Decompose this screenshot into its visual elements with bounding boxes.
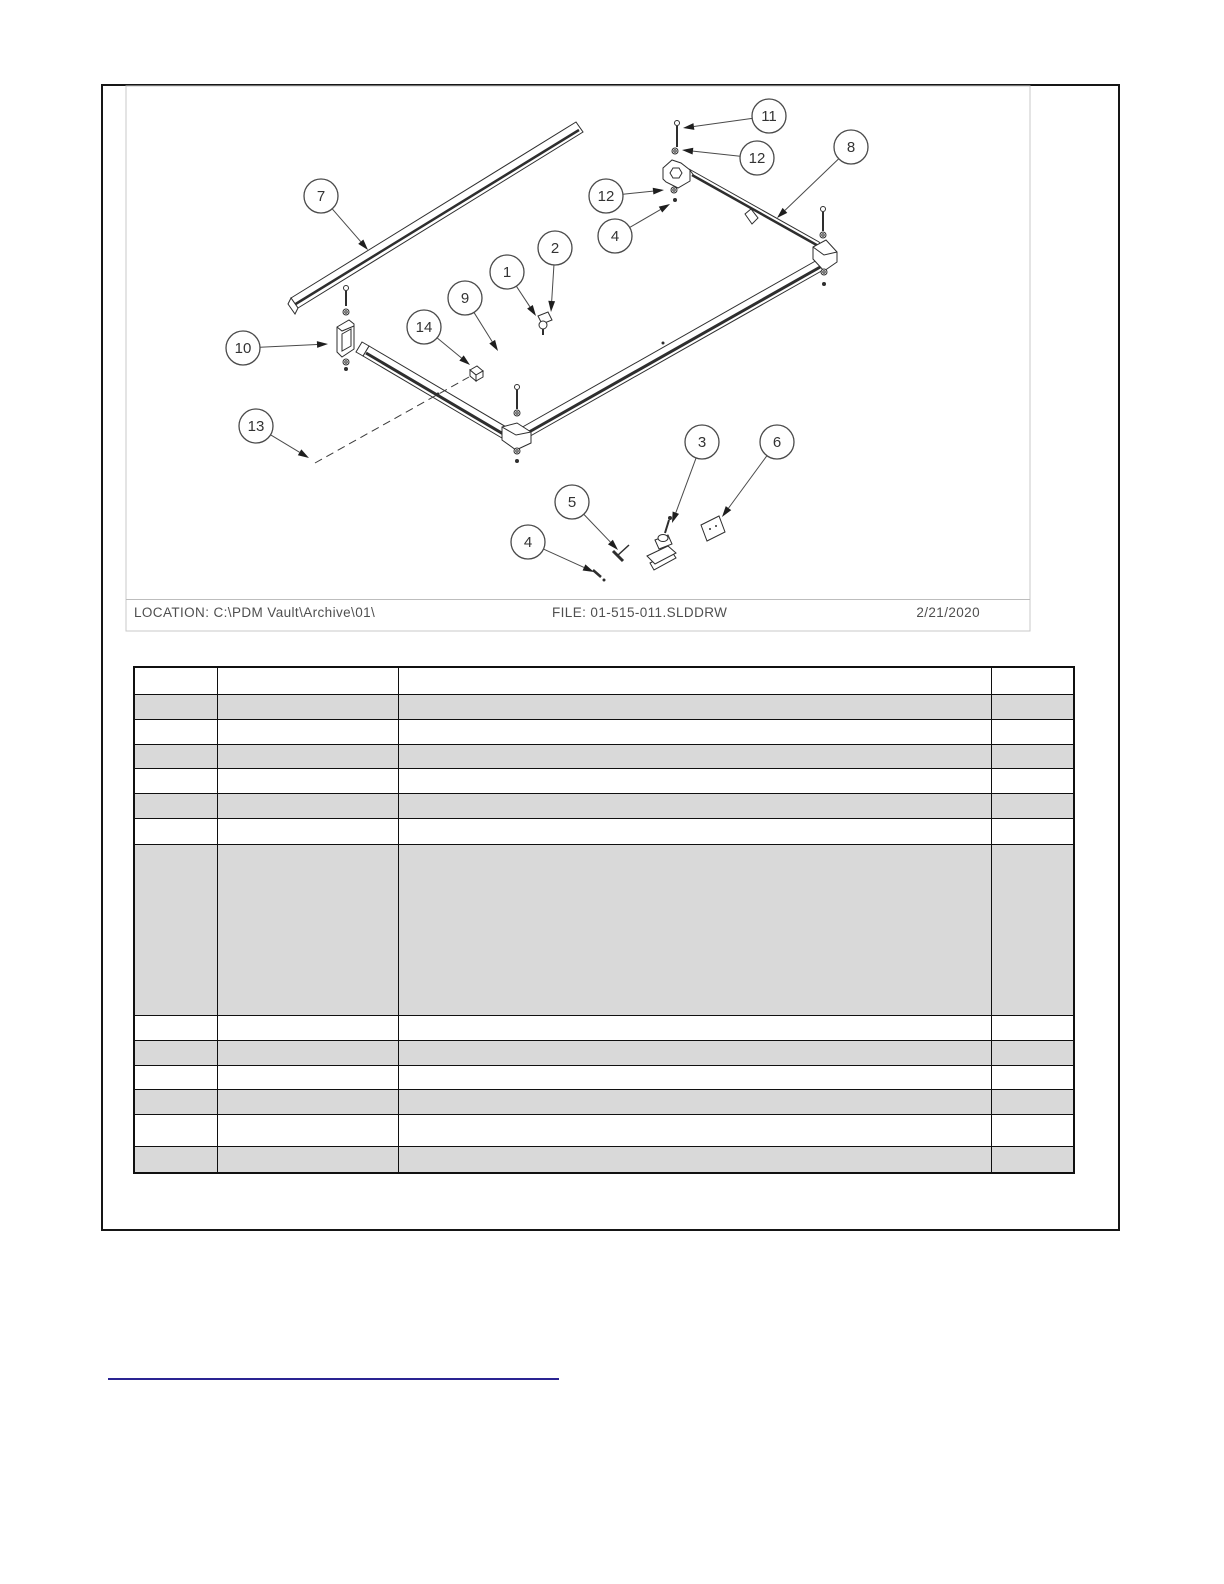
table-row: [134, 719, 1074, 744]
table-cell: [398, 1114, 991, 1146]
balloon-number: 10: [234, 340, 252, 357]
table-cell: [991, 744, 1074, 768]
table-cell: [217, 844, 398, 1015]
footnote-rule: [108, 1378, 559, 1380]
table-cell: [398, 818, 991, 844]
table-cell: [134, 694, 217, 719]
table-cell: [991, 1089, 1074, 1114]
table-row: [134, 844, 1074, 1015]
balloon-number: 12: [597, 188, 615, 205]
balloon-number: 5: [567, 494, 577, 511]
table-row: [134, 744, 1074, 768]
balloon-number: 12: [748, 150, 766, 167]
location-path-label: LOCATION: C:\PDM Vault\Archive\01\: [134, 605, 376, 620]
table-cell: [991, 694, 1074, 719]
balloon-number: 3: [697, 434, 707, 451]
table-row: [134, 818, 1074, 844]
table-cell: [991, 1065, 1074, 1089]
table-row: [134, 1089, 1074, 1114]
table-cell: [217, 1114, 398, 1146]
table-row: [134, 1040, 1074, 1065]
table-row: [134, 1015, 1074, 1040]
table-cell: [398, 1015, 991, 1040]
table-cell: [398, 793, 991, 818]
table-cell: [134, 1089, 217, 1114]
table-cell: [134, 1015, 217, 1040]
balloon-number: 4: [610, 228, 620, 245]
table-cell: [398, 1040, 991, 1065]
washer-12-top: [672, 148, 678, 154]
table-cell: [134, 818, 217, 844]
table-row: [134, 1065, 1074, 1089]
table-cell: [217, 768, 398, 793]
table-cell: [217, 793, 398, 818]
table-cell: [398, 667, 991, 694]
table-cell: [134, 793, 217, 818]
table-cell: [134, 768, 217, 793]
table-cell: [398, 1065, 991, 1089]
table-cell: [134, 719, 217, 744]
date-label: 2/21/2020: [916, 605, 980, 620]
table-cell: [991, 1146, 1074, 1173]
table-cell: [991, 1040, 1074, 1065]
balloon-number: 9: [460, 290, 470, 307]
file-name-label: FILE: 01-515-011.SLDDRW: [552, 605, 728, 620]
table-cell: [217, 744, 398, 768]
table-cell: [991, 1015, 1074, 1040]
table-cell: [217, 818, 398, 844]
table-cell: [398, 844, 991, 1015]
table-cell: [217, 719, 398, 744]
table-cell: [217, 667, 398, 694]
table-cell: [134, 1065, 217, 1089]
table-row: [134, 1146, 1074, 1173]
balloon-number: 14: [415, 319, 433, 336]
balloon-number: 7: [316, 188, 326, 205]
table-row: [134, 768, 1074, 793]
table-cell: [217, 1040, 398, 1065]
table-cell: [134, 744, 217, 768]
table-cell: [991, 793, 1074, 818]
balloon-number: 2: [550, 240, 560, 257]
table-cell: [991, 768, 1074, 793]
table-cell: [217, 1089, 398, 1114]
table-cell: [398, 1146, 991, 1173]
table-cell: [398, 768, 991, 793]
table-row: [134, 694, 1074, 719]
table-row: [134, 1114, 1074, 1146]
drawing-frame: [126, 86, 1030, 631]
balloon-number: 11: [761, 108, 777, 125]
table-cell: [991, 719, 1074, 744]
table-cell: [398, 719, 991, 744]
table-row: [134, 793, 1074, 818]
table-cell: [398, 694, 991, 719]
table-cell: [991, 667, 1074, 694]
table-cell: [217, 1015, 398, 1040]
balloon-number: 4: [523, 534, 533, 551]
table-cell: [217, 694, 398, 719]
balloon-number: 8: [846, 139, 856, 156]
table-cell: [134, 1146, 217, 1173]
balloon-number: 6: [772, 434, 782, 451]
table-cell: [134, 667, 217, 694]
table-cell: [398, 1089, 991, 1114]
table-cell: [398, 744, 991, 768]
table-cell: [991, 818, 1074, 844]
table-cell: [217, 1065, 398, 1089]
table-cell: [134, 1040, 217, 1065]
balloon-number: 13: [247, 418, 265, 435]
table-row: [134, 667, 1074, 694]
table-cell: [217, 1146, 398, 1173]
table-cell: [134, 1114, 217, 1146]
balloon-number: 1: [502, 264, 512, 281]
parts-table: [133, 666, 1073, 1172]
parts-table-grid: [133, 666, 1075, 1174]
table-cell: [134, 844, 217, 1015]
table-cell: [991, 844, 1074, 1015]
table-cell: [991, 1114, 1074, 1146]
